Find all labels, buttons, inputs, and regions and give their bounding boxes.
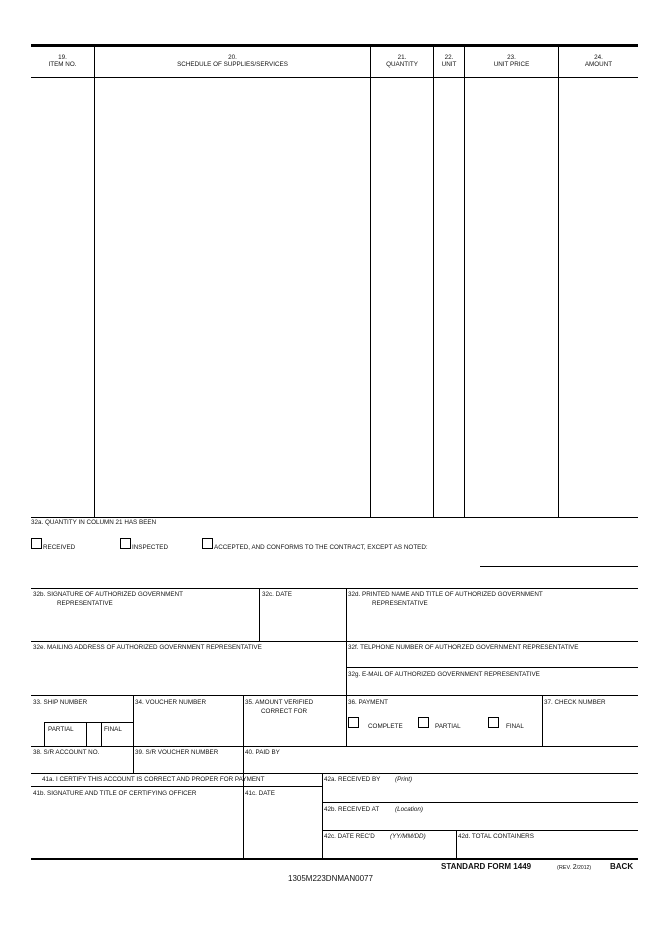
field-42b-hint: (Location) — [395, 806, 424, 813]
document-id: 1305M223DNMAN0077 — [288, 874, 373, 883]
field-32g-label: 32g. E-MAIL OF AUTHORIZED GOVERNMENT REPRESENTATIVE — [348, 671, 540, 678]
label-line: CORRECT FOR — [261, 708, 308, 716]
col-header-unit-price — [465, 54, 558, 69]
col-label: QUANTITY — [386, 61, 418, 69]
field-35-label — [245, 699, 313, 716]
table-bottom-rule — [31, 517, 638, 518]
col-divider — [558, 46, 559, 517]
col-label: SCHEDULE OF SUPPLIES/SERVICES — [177, 61, 288, 69]
divider-ship-sub — [44, 722, 45, 746]
col-number: 23. — [507, 54, 516, 61]
field-32b-label — [33, 591, 183, 608]
rule-ship-sub — [44, 722, 133, 723]
col-divider — [433, 46, 434, 517]
received-checkbox[interactable] — [31, 538, 42, 549]
rule-38 — [31, 746, 638, 747]
final-label: FINAL — [506, 723, 524, 730]
label-line: 35. AMOUNT VERIFIED — [245, 699, 314, 706]
col-number: 21. — [397, 54, 407, 61]
field-42c-hint: (YY/MM/DD) — [390, 833, 426, 840]
label-line: REPRESENTATIVE — [372, 600, 428, 608]
field-39-label: 39. S/R VOUCHER NUMBER — [135, 749, 219, 756]
rev-suffix: ) — [589, 865, 592, 871]
field-32d-label — [348, 591, 543, 608]
col-divider — [94, 46, 95, 517]
field-42a-hint: (Print) — [395, 776, 413, 783]
rule-33 — [31, 695, 638, 696]
divider-34-left — [133, 695, 134, 773]
field-34-label: 34. VOUCHER NUMBER — [135, 699, 207, 706]
col-label: AMOUNT — [584, 61, 613, 69]
field-32c-label: 32c. DATE — [262, 591, 292, 598]
top-rule — [31, 44, 638, 47]
col-number: 24. — [594, 54, 603, 61]
field-42a-label: 42a. RECEIVED BY — [324, 776, 381, 783]
label-line: 32d. PRINTED NAME AND TITLE OF AUTHORIZED GOVERNMENT — [348, 591, 543, 598]
field-38-label: 38. S/R ACCOUNT NO. — [33, 749, 100, 756]
divider-ship-sub — [101, 722, 102, 746]
col-header-unit — [434, 54, 464, 69]
rule-42c — [322, 830, 638, 831]
col-header-item-no — [31, 54, 94, 69]
rule-32b — [31, 588, 638, 589]
field-41a-label: 41a. I CERTIFY THIS ACCOUNT IS CORRECT AND PROPER FOR PAYMENT — [42, 776, 265, 783]
field-42d-label: 42d. TOTAL CONTAINERS — [458, 833, 534, 840]
revision — [557, 864, 591, 872]
accepted-label: ACCEPTED, AND CONFORMS TO THE CONTRACT, EXCEPT AS NOTED: — [214, 544, 428, 551]
field-42b-label: 42b. RECEIVED AT — [324, 806, 380, 813]
divider-42-left — [322, 773, 323, 859]
rule-41b — [31, 786, 322, 787]
inspected-label: INSPECTED — [132, 544, 169, 551]
field-41c-label: 41c. DATE — [245, 790, 275, 797]
rev-sep: / — [576, 865, 579, 871]
field-42c-label: 42c. DATE REC'D — [324, 833, 375, 840]
divider-37-left — [542, 695, 543, 746]
field-41b-label: 41b. SIGNATURE AND TITLE OF CERTIFYING OFFICER — [33, 790, 197, 797]
col-header-amount — [559, 54, 638, 69]
ship-final-label: FINAL — [104, 726, 122, 733]
field-40-label: 40. PAID BY — [245, 749, 280, 756]
col-number: 19. — [58, 54, 67, 61]
rev-mid: 2 — [572, 864, 577, 871]
bottom-rule — [31, 858, 638, 860]
label-line: REPRESENTATIVE — [57, 600, 113, 608]
ship-partial-label: PARTIAL — [48, 726, 74, 733]
rule-42b — [322, 802, 638, 803]
notes-line[interactable] — [480, 566, 638, 567]
col-divider — [370, 46, 371, 517]
col-header-quantity — [371, 54, 433, 69]
partial-checkbox[interactable] — [418, 717, 429, 728]
col-divider — [464, 46, 465, 517]
divider-36-left — [346, 695, 347, 746]
divider-ship-sub — [86, 722, 87, 746]
inspected-checkbox[interactable] — [120, 538, 131, 549]
form-name: STANDARD FORM 1449 — [441, 862, 532, 871]
complete-label: COMPLETE — [368, 723, 403, 730]
field-32f-label: 32f. TELPHONE NUMBER OF AUTHORZED GOVERNMENT REPRESENTATIVE — [348, 644, 579, 651]
col-label: UNIT PRICE — [493, 61, 530, 69]
back-label: BACK — [610, 862, 634, 871]
label-line: 32b. SIGNATURE OF AUTHORIZED GOVERNMENT — [33, 591, 183, 598]
accepted-checkbox[interactable] — [202, 538, 213, 549]
header-bottom-rule — [31, 77, 638, 78]
divider-32c-left — [259, 588, 260, 641]
rule-32e — [31, 641, 638, 642]
complete-checkbox[interactable] — [348, 717, 359, 728]
field-32e-label: 32e. MAILING ADDRESS OF AUTHORIZED GOVERNMENT REPRESENTATIVE — [33, 644, 262, 651]
divider-42d-left — [456, 830, 457, 859]
col-number: 20. — [228, 54, 237, 61]
col-label: UNIT — [441, 61, 457, 69]
final-checkbox[interactable] — [488, 717, 499, 728]
col-header-schedule — [95, 54, 370, 69]
field-33-label: 33. SHIP NUMBER — [33, 699, 88, 706]
field-37-label: 37. CHECK NUMBER — [544, 699, 606, 706]
quantity-received-label: 32a. QUANTITY IN COLUMN 21 HAS BEEN — [31, 519, 157, 526]
col-label: ITEM NO. — [48, 61, 77, 69]
rule-32g — [346, 667, 638, 668]
rev-year: 2012 — [578, 865, 590, 871]
partial-label: PARTIAL — [435, 723, 461, 730]
rule-41a — [31, 773, 638, 774]
col-number: 22. — [444, 54, 454, 61]
rev-prefix: (REV. — [557, 865, 572, 871]
field-36-label: 36. PAYMENT — [348, 699, 389, 706]
received-label: RECEIVED — [43, 544, 76, 551]
